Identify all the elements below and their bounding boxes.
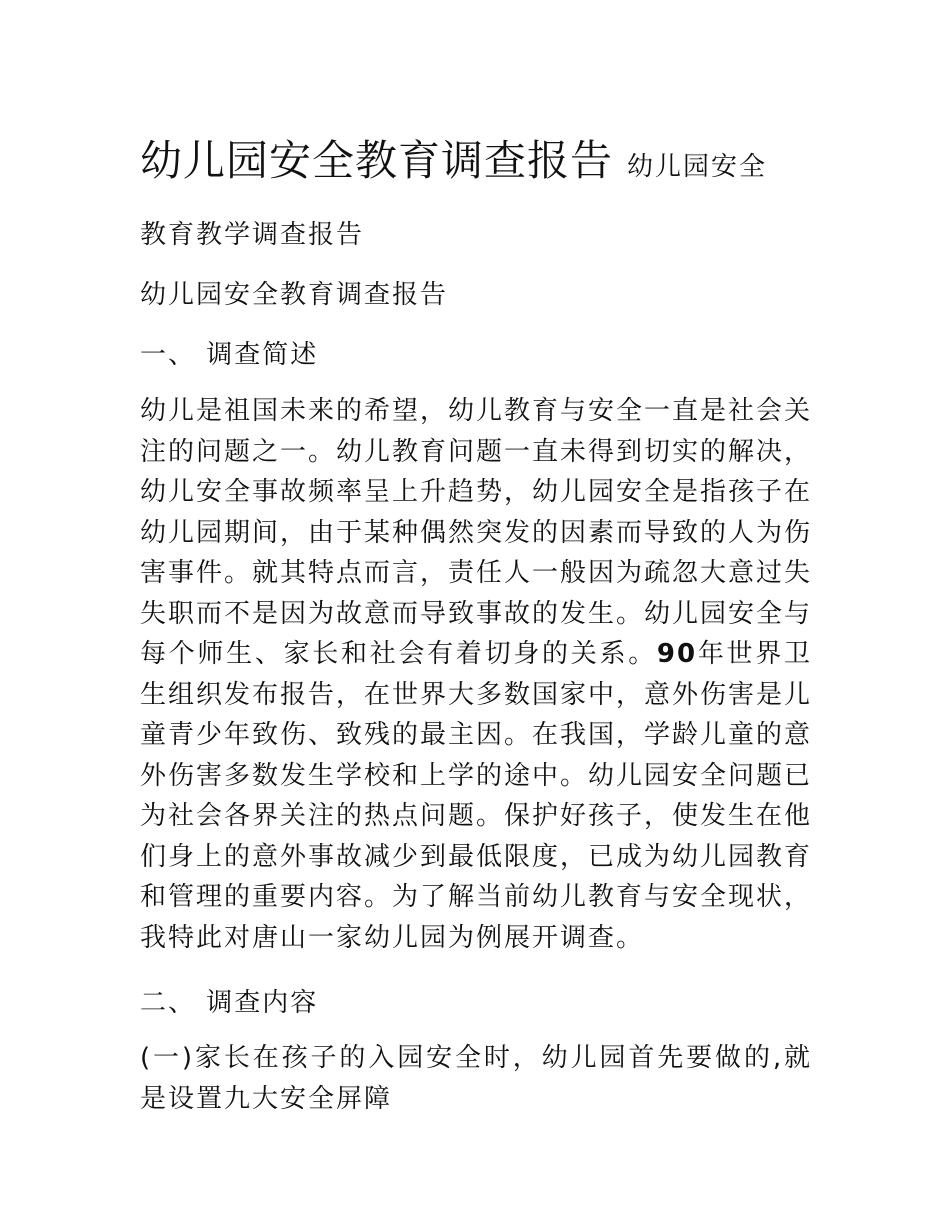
title-subtitle-continuation: 教育教学调查报告 xyxy=(140,220,365,250)
paragraph-1 xyxy=(140,391,812,958)
document-title xyxy=(140,128,767,188)
paragraph-2: (一)家长在孩子的入园安全时，幼儿园首先要做的,就是设置九大安全屏障 xyxy=(140,1043,812,1114)
paragraph-1-part-b: 年世界卫生组织发布报告，在世界大多数国家中，意外伤害是儿童青少年致伤、致残的最主因。在我国，学龄儿童的意外伤害多数发生学校和上学的途中。幼儿园安全问题已为社会各界关注的热点问题。保护好孩子，使发生在他们身上的意外事故减少到最低限度，已成为幼儿园教育和管理的重要内容。为了解当前幼儿教育与安全现状，我特此对唐山一家幼儿园为例展开调查。 xyxy=(140,639,813,953)
title-main: 幼儿园安全教育调查报告 xyxy=(140,136,614,185)
title-subtitle: 幼儿园安全 xyxy=(627,152,768,182)
section-heading-repeat: 幼儿园安全教育调查报告 xyxy=(140,280,449,310)
paragraph-1-part-a: 幼儿是祖国未来的希望，幼儿教育与安全一直是社会关注的问题之一。幼儿教育问题一直未得到切实的解决，幼儿安全事故频率呈上升趋势，幼儿园安全是指孩子在幼儿园期间，由于某种偶然突发的因素而导致的人为伤害事件。就其特点而言，责任人一般因为疏忽大意过失失职而不是因为故意而导致事故的发生。幼儿园安全与每个师生、家长和社会有着切身的关系。 xyxy=(140,396,813,669)
section-heading-1: 一、 调查简述 xyxy=(140,340,319,370)
paragraph-1-year: 90 xyxy=(656,639,698,669)
section-heading-2: 二、 调查内容 xyxy=(140,988,319,1018)
